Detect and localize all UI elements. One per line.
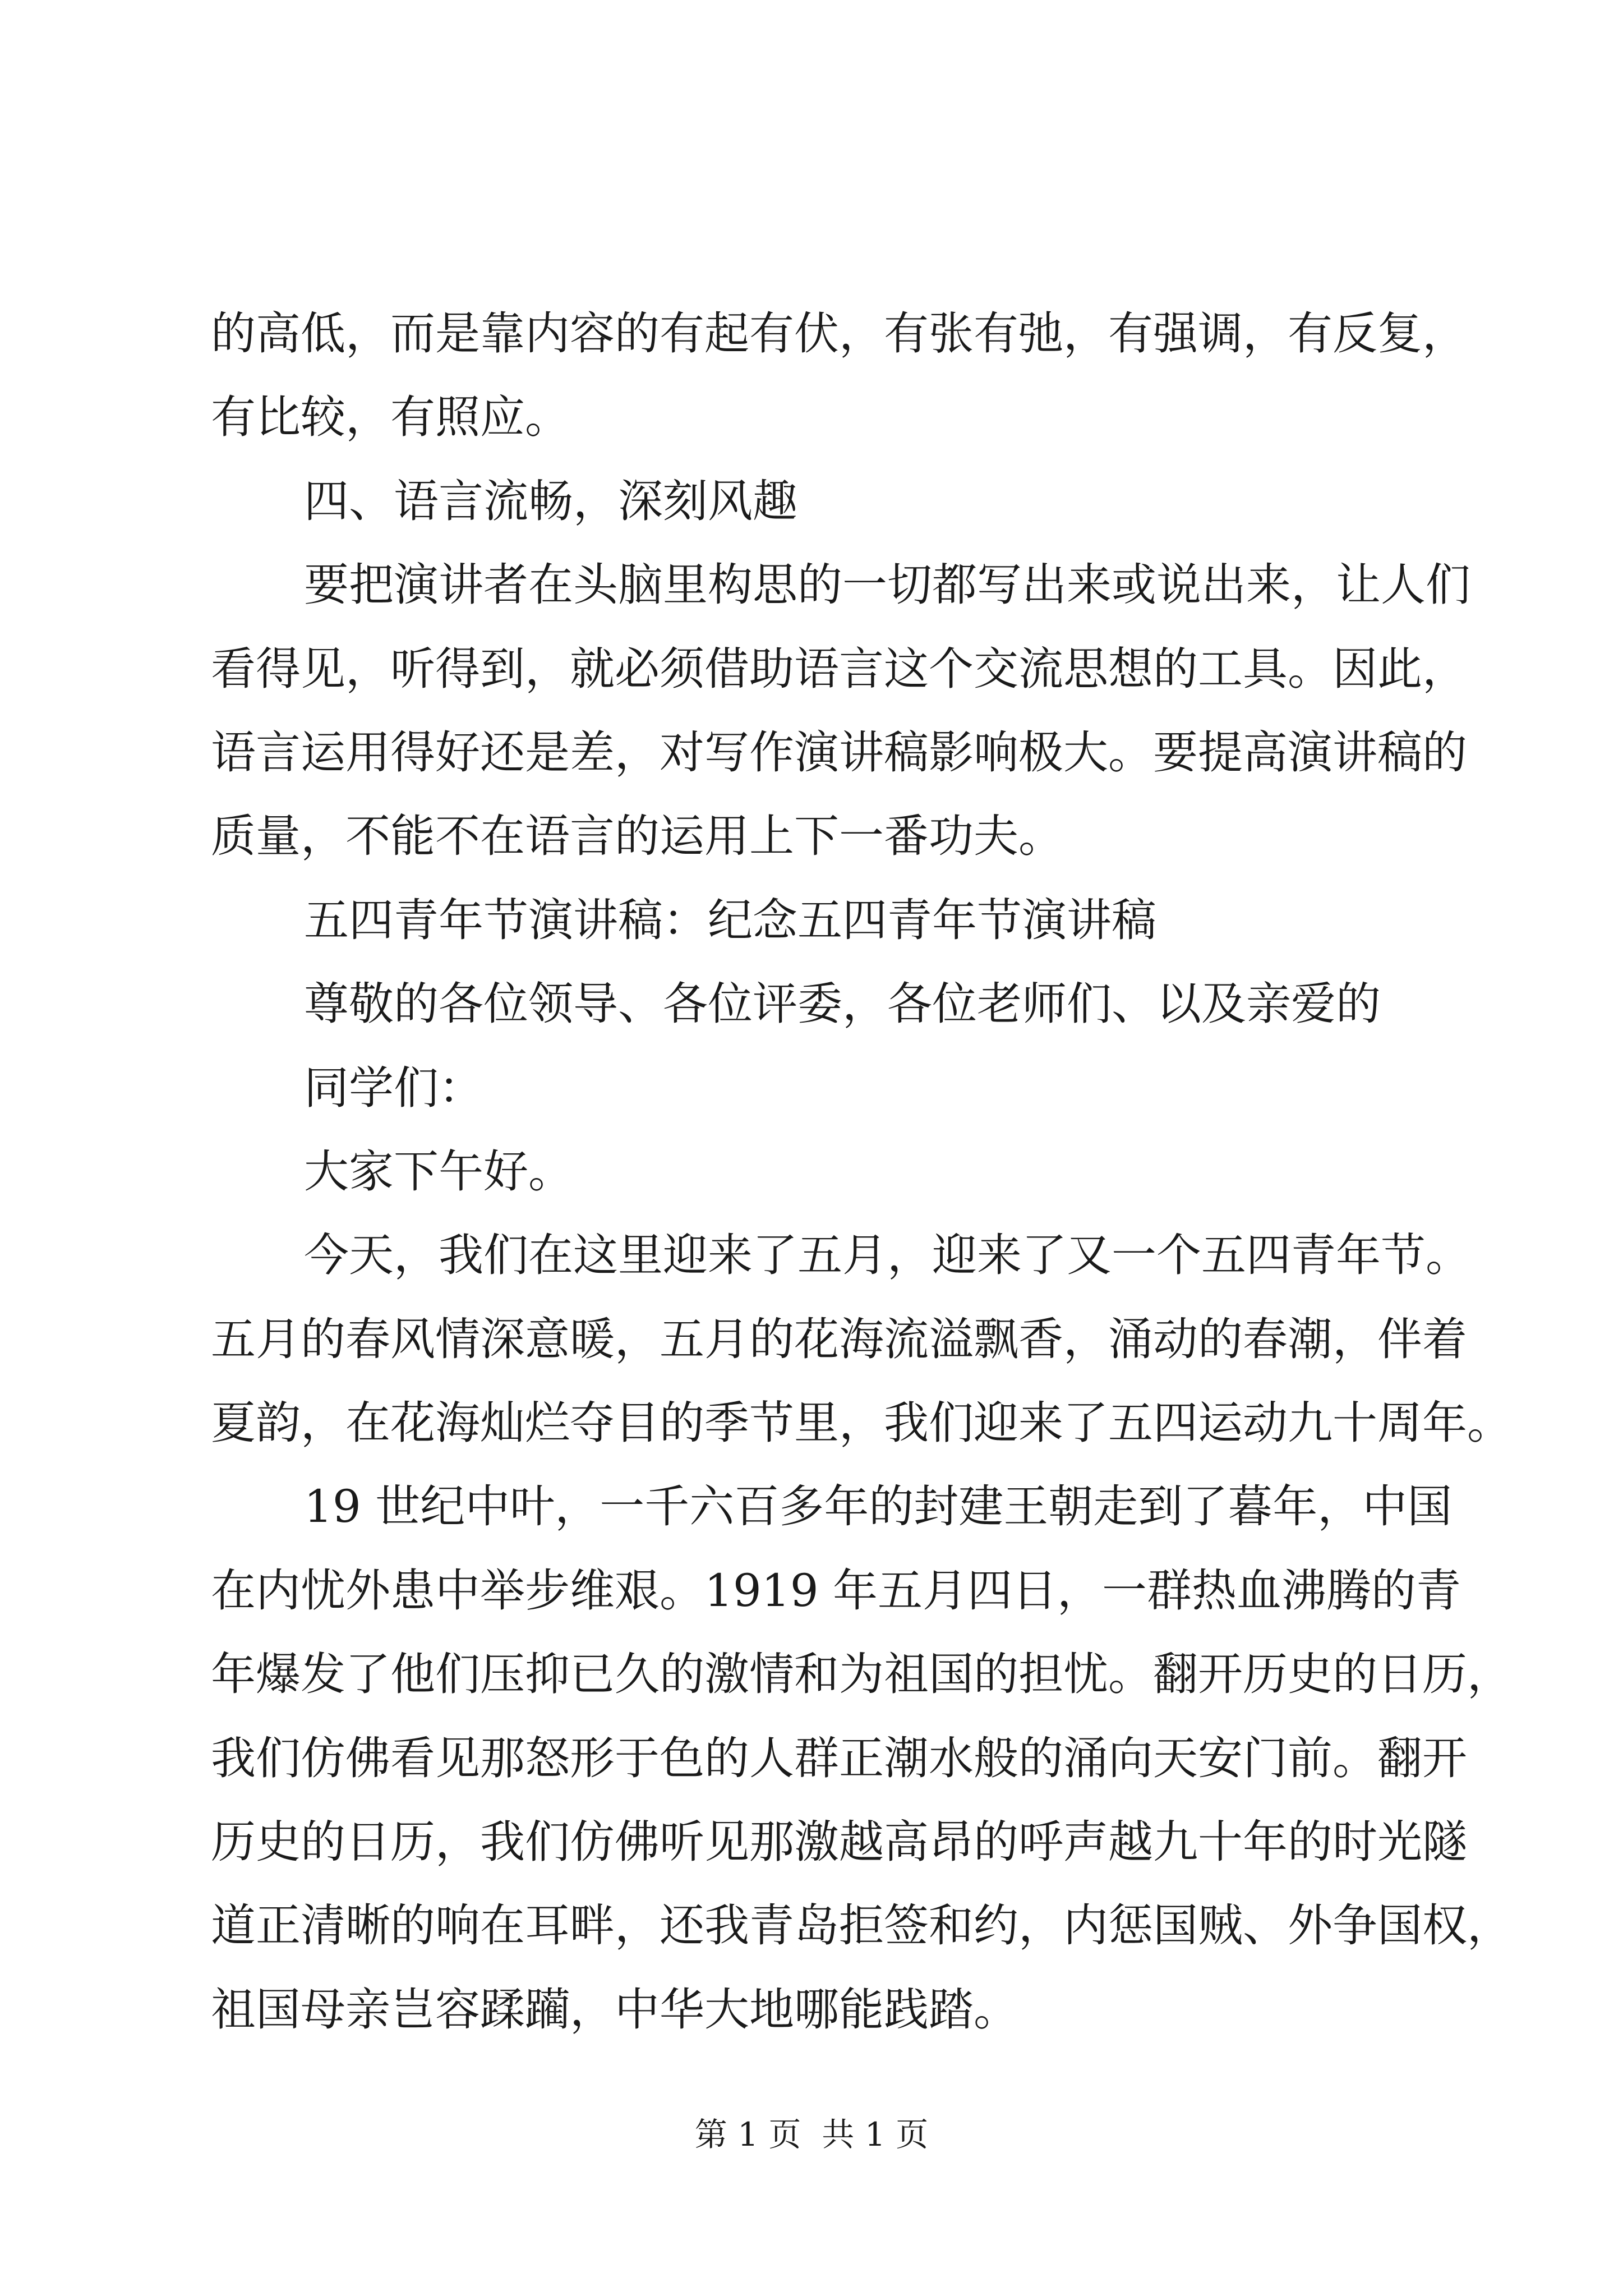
document-body [211,292,1512,2051]
text-line: 尊敬的各位领导、各位评委，各位老师们、以及亲爱的 [304,978,1381,1030]
text-line: 今天，我们在这里迎来了五月，迎来了又一个五四青年节。 [304,1229,1470,1282]
text-line: 有比较，有照应。 [211,391,570,444]
text-line: 四、语言流畅，深刻风趣 [304,475,797,527]
text-line: 五月的春风情深意暖，五月的花海流溢飘香，涌动的春潮，伴着 [211,1313,1467,1365]
text-line: 的高低，而是靠内容的有起有伏，有张有弛，有强调，有反复， [211,307,1467,360]
text-line: 看得见，听得到，就必须借助语言这个交流思想的工具。因此， [211,642,1467,695]
text-line: 语言运用得好还是差，对写作演讲稿影响极大。要提高演讲稿的 [211,726,1467,779]
text-line: 同学们： [304,1061,483,1114]
text-line: 年爆发了他们压抑已久的激情和为祖国的担忧。翻开历史的日历， [211,1648,1512,1701]
text-line: 道正清晰的响在耳畔，还我青岛拒签和约，内惩国贼、外争国权， [211,1899,1512,1952]
text-line: 历史的日历，我们仿佛听见那激越高昂的呼声越九十年的时光隧 [211,1816,1467,1869]
text-line: 夏韵，在花海灿烂夺目的季节里，我们迎来了五四运动九十周年。 [211,1397,1512,1450]
page-number-footer: 第 1 页 共 1 页 [694,2115,929,2154]
text-line: 祖国母亲岂容蹂躏，中华大地哪能践踏。 [211,1983,1018,2036]
text-line: 在内忧外患中举步维艰。1919 年五月四日，一群热血沸腾的青 [211,1564,1461,1617]
text-line: 要把演讲者在头脑里构思的一切都写出来或说出来，让人们 [304,559,1470,611]
text-line: 我们仿佛看见那怒形于色的人群正潮水般的涌向天安门前。翻开 [211,1732,1467,1784]
text-line: 五四青年节演讲稿：纪念五四青年节演讲稿 [304,894,1156,946]
text-line: 大家下午好。 [304,1145,573,1198]
text-line: 质量，不能不在语言的运用上下一番功夫。 [211,810,1063,863]
text-line: 19 世纪中叶，一千六百多年的封建王朝走到了暮年，中国 [304,1480,1453,1533]
